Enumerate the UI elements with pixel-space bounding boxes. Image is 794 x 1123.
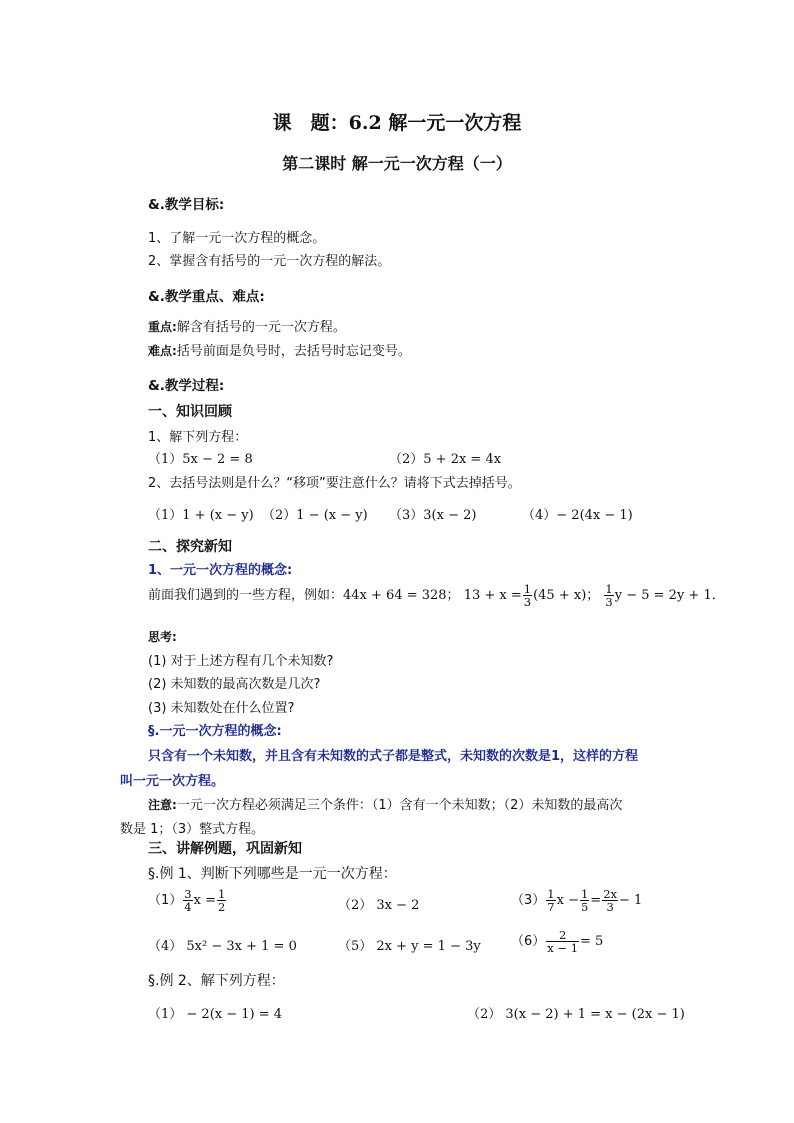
fraction: $\frac{1}{3}$ bbox=[605, 582, 613, 609]
fraction: $\frac{1}{5}$ bbox=[580, 887, 589, 914]
fraction: $\frac{2x}{3}$ bbox=[603, 887, 618, 914]
example1-heading: §.例 1、判断下列哪些是一元一次方程： bbox=[148, 866, 397, 882]
example2-item-2: （2） 3(x − 2) + 1 = x − (2x − 1) bbox=[467, 1007, 685, 1022]
bracket-expr: （3）3(x − 2) bbox=[389, 508, 477, 523]
note-text-1: 一元一次方程必须满足三个条件：（1）含有一个未知数；（2）未知数的最高次 bbox=[176, 798, 623, 813]
difficulty-line bbox=[148, 340, 411, 359]
goal-item: 1、了解一元一次方程的概念。 bbox=[148, 231, 326, 246]
difficulty-label: 难点: bbox=[148, 344, 177, 358]
think-label: 思考: bbox=[148, 630, 177, 644]
fraction: $\frac{2}{x - 1}$ bbox=[547, 928, 579, 955]
review-eq-2: （2）5 + 2x = 4x bbox=[389, 452, 502, 467]
examples-line bbox=[148, 583, 725, 608]
keypoints-heading: &.教学重点、难点: bbox=[148, 289, 265, 305]
fraction: $\frac{1}{3}$ bbox=[523, 582, 532, 609]
focus-label: 重点: bbox=[148, 320, 177, 334]
definition-text-1: 只含有一个未知数，并且含有未知数的式子都是整式，未知数的次数是1，这样的方程 bbox=[148, 749, 639, 764]
section3-heading: 三、讲解例题，巩固新知 bbox=[148, 841, 302, 857]
example-equation-1: 44x + 64 = 328； bbox=[343, 588, 460, 603]
section2-heading: 二、探究新知 bbox=[148, 539, 232, 555]
review-question-1: 1、解下列方程： bbox=[148, 430, 248, 445]
bracket-expr: （2）1 − (x − y) bbox=[262, 508, 368, 523]
review-eq-1: （1）5x − 2 = 8 bbox=[148, 452, 253, 467]
note-label: 注意: bbox=[148, 798, 177, 812]
think-item: (1) 对于上述方程有几个未知数? bbox=[148, 654, 334, 669]
example1-item-4: （4） 5x² − 3x + 1 = 0 bbox=[148, 939, 297, 954]
example1-item-1: （1） $\frac{3}{4}$ x = $\frac{1}{2}$ bbox=[148, 887, 226, 914]
definition-text-2: 叫一元一次方程。 bbox=[120, 774, 225, 789]
example1-item-2: （2） 3x − 2 bbox=[338, 898, 420, 913]
goals-heading: &.教学目标: bbox=[148, 197, 225, 213]
review-question-2: 2、去括号法则是什么？“移项”要注意什么？请将下式去掉括号。 bbox=[148, 476, 521, 491]
example-equation-2-left: 13 + x = bbox=[463, 588, 522, 603]
fraction: $\frac{3}{4}$ bbox=[184, 887, 192, 914]
concept-heading: 1、一元一次方程的概念: bbox=[148, 563, 293, 578]
example1-item-5: （5） 2x + y = 1 − 3y bbox=[338, 939, 481, 954]
example2-heading: §.例 2、解下列方程： bbox=[148, 973, 285, 989]
fraction: $\frac{1}{2}$ bbox=[217, 887, 226, 914]
bracket-expr: （4）− 2(4x − 1) bbox=[522, 508, 633, 523]
think-item: (2) 未知数的最高次数是几次? bbox=[148, 677, 321, 692]
bracket-expr: （1）1 + (x − y) bbox=[148, 508, 254, 523]
section1-heading: 一、知识回顾 bbox=[148, 404, 232, 420]
focus-text: 解含有括号的一元一次方程。 bbox=[176, 320, 346, 335]
example1-item-3: （3） $\frac{1}{7}$ x − $\frac{1}{5}$ = $\frac{2x}{3}$ − 1 bbox=[511, 887, 643, 914]
goal-item: 2、掌握含有括号的一元一次方程的解法。 bbox=[148, 254, 391, 269]
page-subtitle: 第二课时 解一元一次方程（一） bbox=[282, 154, 512, 173]
note-text-2: 数是 1；（3）整式方程。 bbox=[120, 822, 265, 837]
process-heading: &.教学过程: bbox=[148, 378, 225, 394]
example1-item-6: （6） $\frac{2}{x - 1}$ = 5 bbox=[511, 928, 604, 955]
example2-item-1: （1） − 2(x − 1) = 4 bbox=[148, 1007, 283, 1022]
focus-line bbox=[148, 316, 346, 335]
page-title: 课 题：6.2 解一元一次方程 bbox=[272, 112, 522, 134]
think-item: (3) 未知数处在什么位置? bbox=[148, 701, 295, 716]
definition-heading: §.一元一次方程的概念: bbox=[148, 724, 282, 739]
note-line bbox=[148, 794, 622, 813]
fraction: $\frac{1}{7}$ bbox=[547, 887, 555, 914]
example-equation-2-right: (45 + x)； bbox=[533, 588, 600, 603]
difficulty-text: 括号前面是负号时，去括号时忘记变号。 bbox=[176, 344, 411, 359]
examples-intro: 前面我们遇到的一些方程，例如： bbox=[148, 588, 344, 603]
example-equation-3-right: y − 5 = 2y + 1． bbox=[614, 588, 725, 603]
